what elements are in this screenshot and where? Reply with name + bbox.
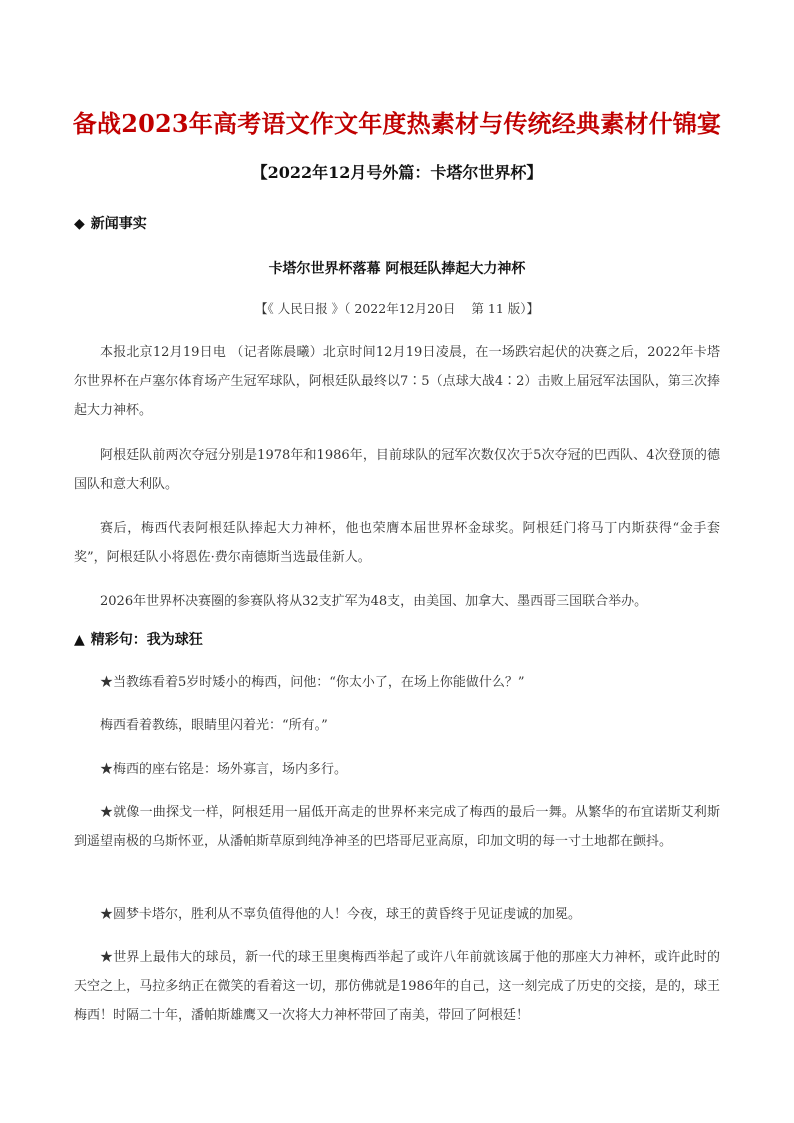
quote-paragraph: ★世界上最伟大的球员，新一代的球王里奥梅西举起了或许八年前就该属于他的那座大力神杯，或许此时的天空之上，马拉多纳正在微笑的看着这一切，那仿佛就是1986年的自己，这一刻完成了历史的交接，是的，球王梅西！时隔二十年，潘帕斯雄鹰又一次将大力神杯带回了南美，带回了阿根廷！ bbox=[74, 950, 720, 1023]
diamond-icon: ◆ bbox=[74, 216, 85, 232]
news-section-label: 新闻事实 bbox=[90, 216, 147, 232]
main-title: 备战2023年高考语文作文年度热素材与传统经典素材什锦宴 bbox=[72, 109, 722, 138]
quote-paragraph: ★当教练看着5岁时矮小的梅西，问他：“你太小了，在场上你能做什么？” bbox=[100, 675, 525, 690]
subtitle: 【2022年12月号外篇：卡塔尔世界杯】 bbox=[251, 163, 543, 182]
news-section-heading bbox=[74, 213, 147, 233]
quote-paragraph: ★圆梦卡塔尔，胜利从不辜负值得他的人！今夜，球王的黄昏终于见证虔诚的加冕。 bbox=[100, 907, 582, 922]
news-paragraph: 本报北京12月19日电 （记者陈晨曦）北京时间12月19日凌晨，在一场跌宕起伏的决赛之后，2022年卡塔尔世界杯在卢塞尔体育场产生冠军球队，阿根廷队最终以7∶5（点球大战4∶2）击败上届冠军法国队，第三次捧起大力神杯。 bbox=[74, 345, 720, 418]
quotes-section-heading bbox=[74, 629, 203, 649]
article-source: 【《 人民日报 》（ 2022年12月20日 第 11 版）】 bbox=[254, 301, 540, 316]
news-paragraph: 2026年世界杯决赛圈的参赛队将从32支扩军为48支，由美国、加拿大、墨西哥三国联合举办。 bbox=[100, 594, 648, 609]
quote-paragraph: 梅西看着教练，眼睛里闪着光：“所有。” bbox=[100, 718, 328, 733]
article-title: 卡塔尔世界杯落幕 阿根廷队捧起大力神杯 bbox=[268, 261, 526, 277]
triangle-icon: ▲ bbox=[74, 632, 85, 648]
quotes-section-label: 精彩句：我为球狂 bbox=[90, 632, 203, 648]
quote-paragraph: ★就像一曲探戈一样，阿根廷用一届低开高走的世界杯来完成了梅西的最后一舞。从繁华的布宜诺斯艾利斯到遥望南极的乌斯怀亚，从潘帕斯草原到纯净神圣的巴塔哥尼亚高原，印加文明的每一寸土地都在颤抖。 bbox=[74, 805, 720, 849]
news-paragraph: 赛后，梅西代表阿根廷队捧起大力神杯，他也荣膺本届世界杯金球奖。阿根廷门将马丁内斯获得“金手套奖”，阿根廷队小将恩佐·费尔南德斯当选最佳新人。 bbox=[74, 521, 720, 565]
news-paragraph: 阿根廷队前两次夺冠分别是1978年和1986年，目前球队的冠军次数仅次于5次夺冠的巴西队、4次登顶的德国队和意大利队。 bbox=[74, 448, 720, 492]
quote-paragraph: ★梅西的座右铭是：场外寡言，场内多行。 bbox=[100, 762, 348, 777]
